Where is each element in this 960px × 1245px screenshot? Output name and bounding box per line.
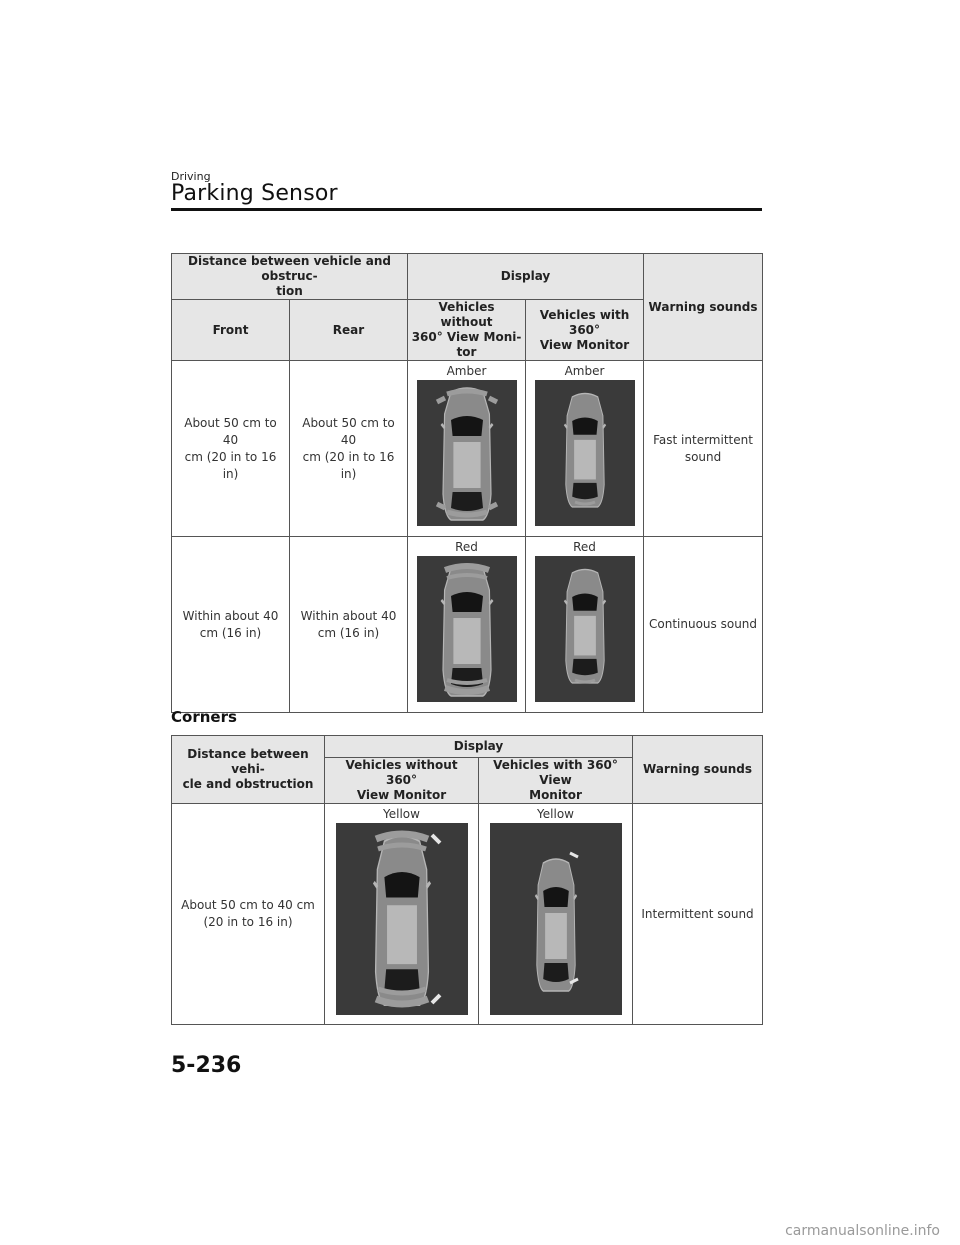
section-label: Driving [171, 170, 211, 183]
header-warning-sounds: Warning sounds [633, 736, 763, 804]
header-rear: Rear [290, 300, 408, 361]
warning-sound: Continuous sound [644, 537, 763, 713]
header-distance: Distance between vehi- cle and obstruction [172, 736, 325, 804]
front-distance: Within about 40 cm (16 in) [172, 537, 290, 713]
display-with-360 [526, 537, 644, 713]
car-sensor-image-amber-360 [535, 380, 635, 526]
display-color-label: Amber [564, 364, 605, 378]
display-color-label: Yellow [537, 807, 574, 821]
page-title: Parking Sensor [171, 181, 338, 206]
header-without-360: Vehicles without 360° View Moni- tor [408, 300, 526, 361]
table-row [172, 804, 763, 1025]
header-display: Display [325, 736, 633, 758]
header-warning-sounds: Warning sounds [644, 254, 763, 361]
header-with-360: Vehicles with 360° View Monitor [526, 300, 644, 361]
table-row [172, 537, 763, 713]
car-sensor-image-yellow-360 [490, 823, 622, 1015]
corners-table [171, 735, 763, 1025]
header-display: Display [408, 254, 644, 300]
display-with-360 [479, 804, 633, 1025]
display-without-360 [325, 804, 479, 1025]
display-without-360 [408, 537, 526, 713]
car-sensor-image-red [417, 556, 517, 702]
distance-table [171, 253, 763, 713]
page-number: 5-236 [171, 1053, 242, 1078]
corners-heading: Corners [171, 708, 237, 726]
display-color-label: Yellow [383, 807, 420, 821]
watermark: carmanualsonline.info [785, 1223, 940, 1239]
title-rule [171, 208, 762, 211]
warning-sound: Intermittent sound [633, 804, 763, 1025]
front-distance: About 50 cm to 40 cm (20 in to 16 in) [172, 361, 290, 537]
car-sensor-image-amber [417, 380, 517, 526]
header-with-360: Vehicles with 360° View Monitor [479, 758, 633, 804]
display-color-label: Red [573, 540, 596, 554]
warning-sound: Fast intermittent sound [644, 361, 763, 537]
rear-distance: Within about 40 cm (16 in) [290, 537, 408, 713]
car-sensor-image-red-360 [535, 556, 635, 702]
rear-distance: About 50 cm to 40 cm (20 in to 16 in) [290, 361, 408, 537]
header-without-360: Vehicles without 360° View Monitor [325, 758, 479, 804]
header-distance: Distance between vehicle and obstruc- tion [172, 254, 408, 300]
display-with-360 [526, 361, 644, 537]
table-row [172, 361, 763, 537]
display-without-360 [408, 361, 526, 537]
corner-distance: About 50 cm to 40 cm (20 in to 16 in) [172, 804, 325, 1025]
display-color-label: Amber [446, 364, 487, 378]
car-sensor-image-yellow [336, 823, 468, 1015]
header-front: Front [172, 300, 290, 361]
display-color-label: Red [455, 540, 478, 554]
